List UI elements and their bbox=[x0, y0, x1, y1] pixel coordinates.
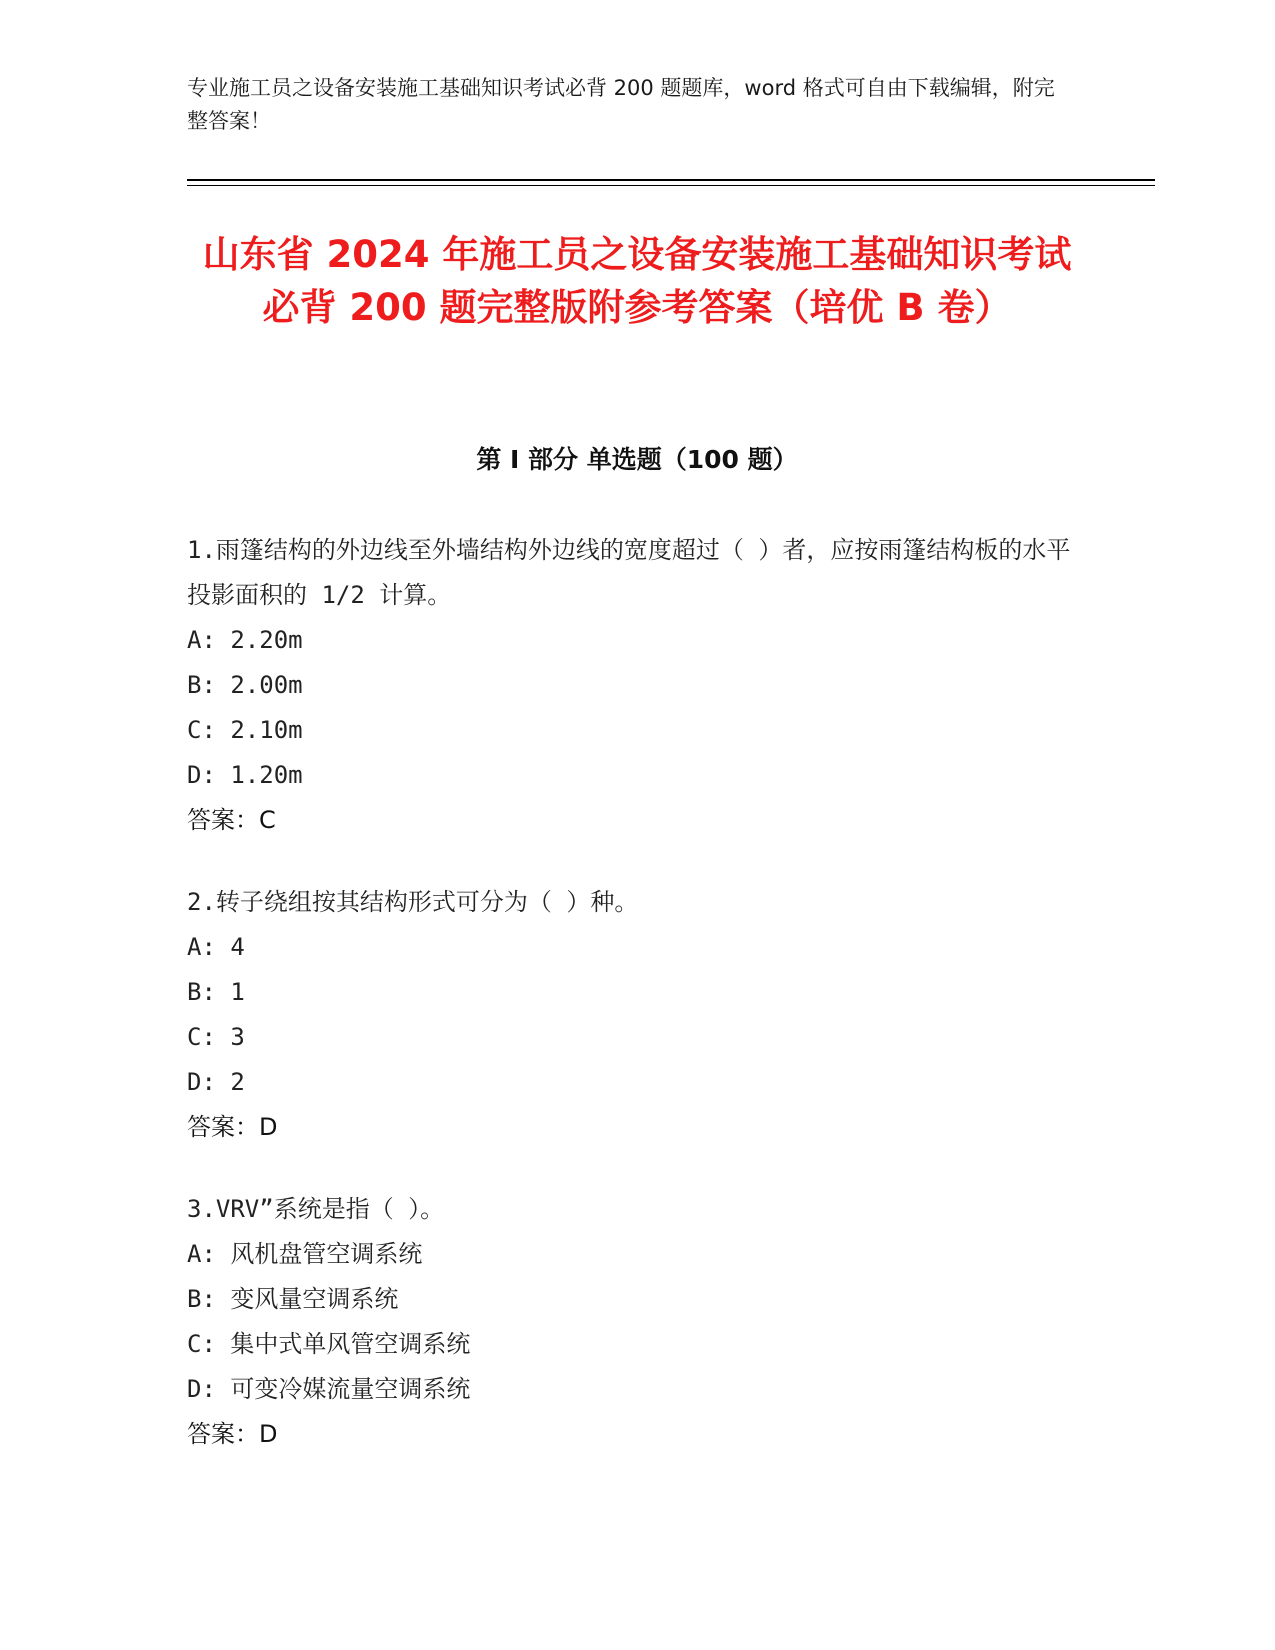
option-c: C: 集中式单风管空调系统 bbox=[187, 1330, 471, 1358]
option-d: D: 可变冷媒流量空调系统 bbox=[187, 1375, 471, 1403]
option-b: B: 2.00m bbox=[187, 671, 303, 699]
question-stem: 2.转子绕组按其结构形式可分为（ ）种。 bbox=[187, 888, 639, 916]
option-c: C: 3 bbox=[187, 1023, 245, 1051]
answer: 答案：D bbox=[187, 1420, 278, 1448]
option-a: A: 风机盘管空调系统 bbox=[187, 1240, 423, 1268]
question-stem: 1.雨篷结构的外边线至外墙结构外边线的宽度超过（ ）者，应按雨篷结构板的水平投影面积的 1/2 计算。 bbox=[187, 536, 1071, 609]
question-1 bbox=[187, 528, 1087, 843]
section-title: 第 I 部分 单选题（100 题） bbox=[476, 445, 798, 474]
answer: 答案：D bbox=[187, 1113, 278, 1141]
question-2 bbox=[187, 880, 1087, 1150]
document-title: 山东省 2024 年施工员之设备安装施工基础知识考试必背 200 题完整版附参考答案（培优 B 卷） bbox=[202, 233, 1072, 329]
option-b: B: 1 bbox=[187, 978, 245, 1006]
question-stem: 3.VRV”系统是指（ ）。 bbox=[187, 1195, 445, 1223]
question-3 bbox=[187, 1187, 1087, 1457]
answer: 答案：C bbox=[187, 806, 276, 834]
header-rule-thin bbox=[187, 185, 1155, 186]
option-d: D: 1.20m bbox=[187, 761, 303, 789]
option-a: A: 4 bbox=[187, 933, 245, 961]
header-note: 专业施工员之设备安装施工基础知识考试必背 200 题题库，word 格式可自由下载编辑，附完整答案！ bbox=[187, 76, 1055, 133]
option-a: A: 2.20m bbox=[187, 626, 303, 654]
option-b: B: 变风量空调系统 bbox=[187, 1285, 399, 1313]
header-rule-thick bbox=[187, 179, 1155, 181]
question-list bbox=[187, 528, 1087, 1494]
option-c: C: 2.10m bbox=[187, 716, 303, 744]
option-d: D: 2 bbox=[187, 1068, 245, 1096]
